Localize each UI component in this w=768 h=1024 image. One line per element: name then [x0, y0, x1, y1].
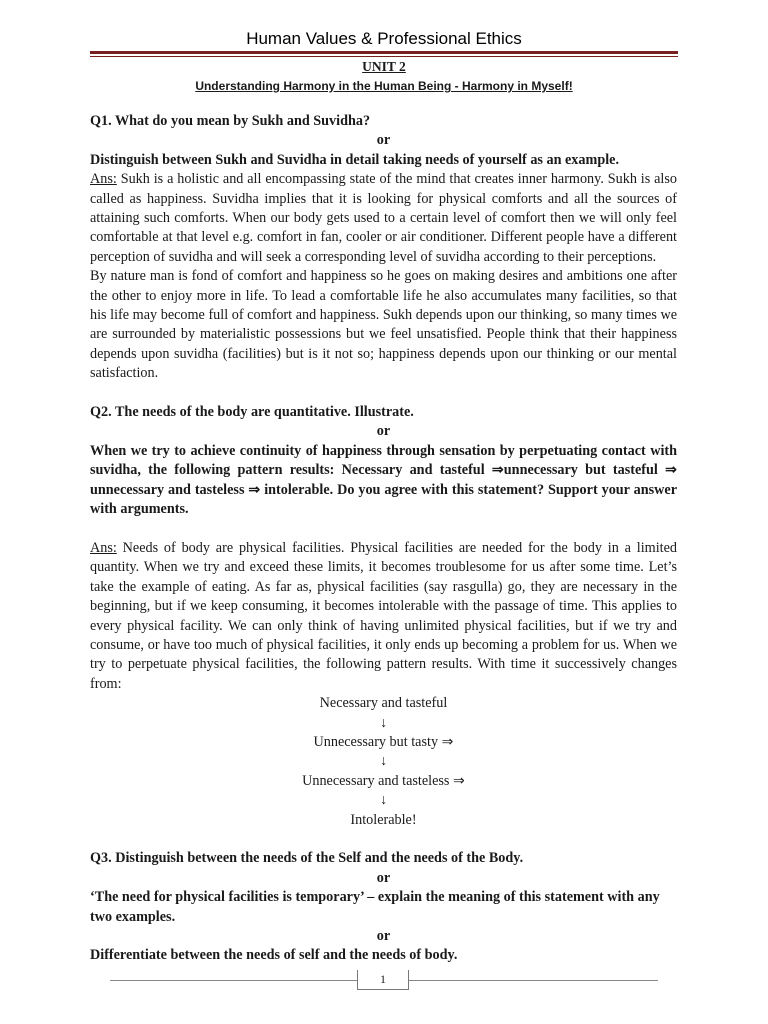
q2-sequence-step-3: Unnecessary and tasteless ⇒ [302, 772, 465, 789]
q1-answer-para-1 [90, 170, 677, 267]
q2-question: Q2. The needs of the body are quantitative. Illustrate. [90, 404, 414, 421]
q1-or: or [376, 132, 391, 149]
q1-alt-question: Distinguish between Sukh and Suvidha in detail taking needs of yourself as an example. [90, 151, 619, 168]
q3-or-2: or [376, 928, 391, 945]
unit-heading: UNIT 2 [362, 59, 406, 74]
q2-sequence-step-1: Necessary and tasteful [319, 695, 448, 712]
q2-or: or [376, 423, 391, 440]
q2-sequence-step-4: Intolerable! [350, 811, 417, 828]
q2-answer-para [90, 539, 677, 694]
unit-subtitle: Understanding Harmony in the Human Being - Harmony in Myself! [195, 79, 573, 93]
q1-question: Q1. What do you mean by Sukh and Suvidha? [90, 113, 371, 129]
q1-answer-para-2: By nature man is fond of comfort and happiness so he goes on making desires and ambitions one after the other to enjoy more in life. To lead a comfortable life he also accumulates many facilities, so that his life may become full of comfort and happiness. Sukh depends upon our thinking, so many times we are surrounded by materialistic possessions but we feel unsatisfied. People think that their happiness depends upon suvidha (facilities) but is it not so; happiness depends upon our thinking or our mental satisfaction. [90, 268, 677, 382]
page-number: 1 [357, 970, 409, 990]
q1-ans-text: Sukh is a holistic and all encompassing state of the mind that creates inner harmony. Sukh is also called as happiness. Suvidha implies that it is looking for physical comforts and all the sources of attaining such comforts. When our body gets used to a certain level of comfort then we will only feel comfortable at that level e.g. comfort in fan, cooler or air conditioner. Different people have a different perception of suvidha and will seek a corresponding level of suvidha according to their perceptions. [90, 171, 677, 265]
q3-alt-question-1: ‘The need for physical facilities is temporary’ – explain the meaning of this statement with any two examples. [90, 889, 660, 925]
q3-question: Q3. Distinguish between the needs of the Self and the needs of the Body. [90, 850, 524, 867]
q2-ans-label: Ans: [90, 539, 117, 556]
q1-ans-label: Ans: [90, 171, 117, 188]
header-divider-thick [90, 51, 678, 54]
q3-alt-question-2: Differentiate between the needs of self and the needs of body. [90, 947, 458, 964]
down-arrow-icon: ↓ [379, 714, 388, 731]
document-body [90, 112, 677, 966]
down-arrow-icon: ↓ [379, 753, 388, 770]
down-arrow-icon: ↓ [379, 792, 388, 809]
header-divider-thin [90, 56, 678, 57]
q2-alt-question: When we try to achieve continuity of happiness through sensation by perpetuating contact with suvidha, the following pattern results: Necessary and tasteful ⇒unnecessary but tasteful ⇒ unnecessary and tasteless ⇒ intolerable. Do you agree with this statement? Support your answer with arguments. [90, 442, 677, 518]
q2-sequence-step-2: Unnecessary but tasty ⇒ [313, 733, 454, 750]
q2-ans-text: Needs of body are physical facilities. Physical facilities are needed for the body in a limited quantity. When we try and exceed these limits, it becomes troublesome for us after some time. Let’s take the example of eating. As far as, physical facilities (say rasgulla) go, they are necessary in the beginning, but if we keep consuming, it becomes intolerable with the passage of time. This applies to every physical facility. We can only think of having unlimited physical facilities, but if we try and consume, or have too much of physical facilities, it only ends up becoming a problem for us. When we try to perpetuate physical facilities, the following pattern results. With time it successively changes from: [90, 539, 677, 692]
q3-or-1: or [376, 869, 391, 886]
document-header-title: Human Values & Professional Ethics [246, 29, 522, 48]
